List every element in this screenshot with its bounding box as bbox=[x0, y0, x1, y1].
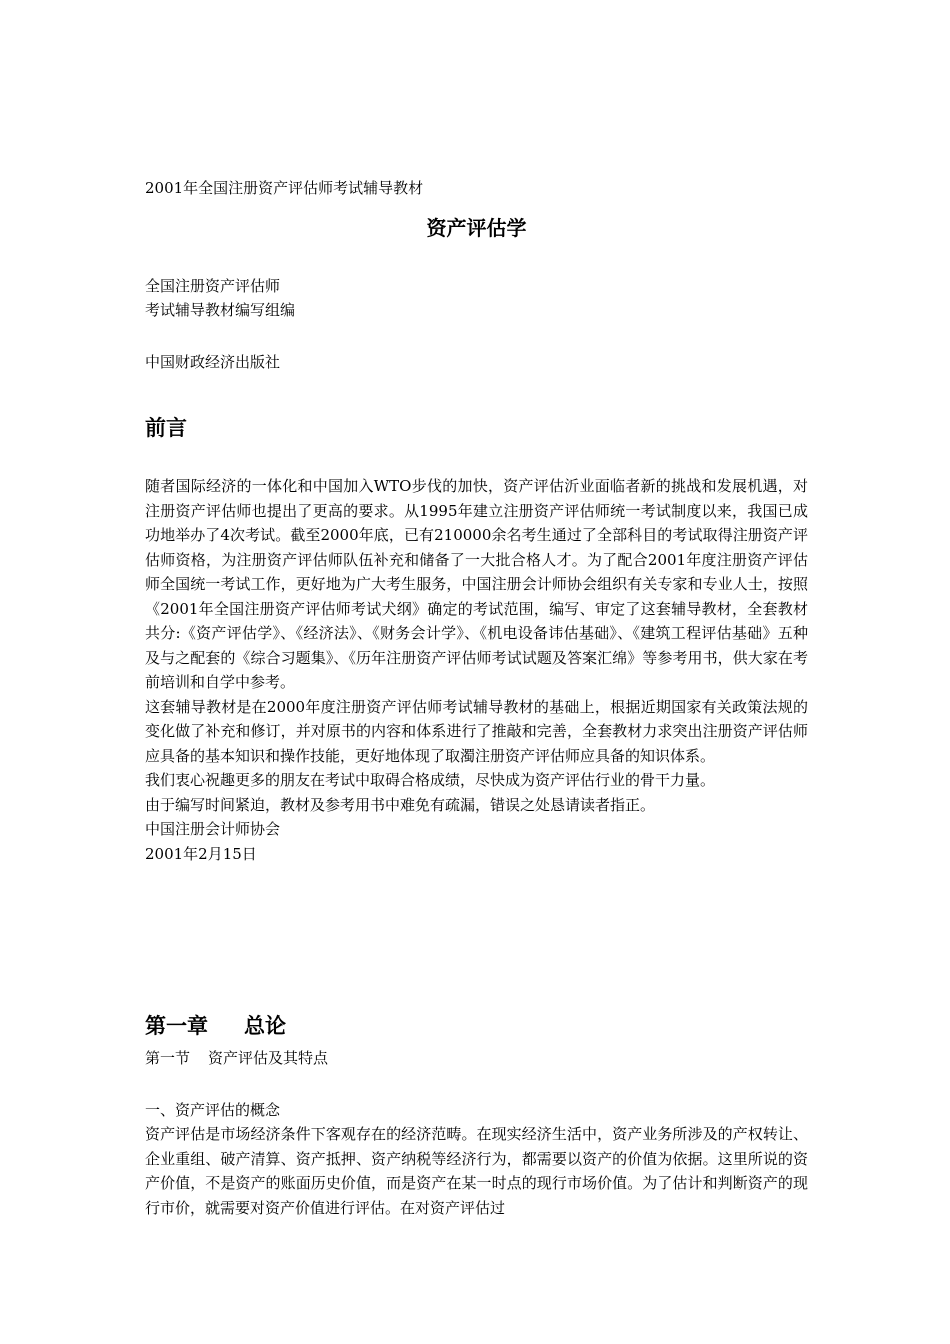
preface-paragraph: 由于编写时间紧迫，教材及参考用书中难免有疏漏，错误之处恳请读者指正。 bbox=[145, 795, 656, 814]
editor-line-1: 全国注册资产评估师 bbox=[145, 277, 281, 295]
chapter-body: 资产评估是市场经济条件下客观存在的经济范畴。在现实经济生活中，资产业务所涉及的产权转让、企业重组、破产清算、资产抵押、资产纳税等经济行为，都需要以资产的价值为依据。这里所说的资产价值，不是资产的账面历史价值，而是资产在某一时点的现行市场价值。为了估计和判断资产的现行市价，就需要对资产价值进行评估。在对资产评估过 bbox=[145, 1125, 808, 1217]
series-line: 2001年全国注册资产评估师考试辅导教材 bbox=[145, 179, 424, 197]
chapter-number: 第一章 bbox=[145, 1014, 208, 1038]
section-name: 资产评估及其特点 bbox=[208, 1049, 329, 1067]
preface-paragraph: 我们衷心祝趣更多的朋友在考试中取碍合格成绩，尽快成为资产评估行业的骨干力量。 bbox=[145, 771, 716, 789]
subsection-heading: 一、资产评估的概念 bbox=[145, 1101, 281, 1119]
preface-signature: 中国注册会计师协会 bbox=[145, 820, 281, 838]
preface-paragraph: 随者国际经济的一体化和中国加入WTO步伐的加快，资产评估沂业面临者新的挑战和发展机遇，对注册资产评估师也提出了更高的要求。从1995年建立注册资产评估师统一考试制度以来，我国已成功地举办了4次考试。截至2000年底，已有210000余名考生通过了全部科目的考试取得注册资产评估师资格，为注册资产评估师队伍补充和储备了一大批合格人才。为了配合2001年度注册资产评估师全国统一考试工作，更好地为广大考生服务，中国注册会计师协会组织有关专家和专业人士，按照《2001年全国注册资产评估师考试犬纲》确定的考试范围，编写、审定了这套辅导教材，全套教材共分:《资产评估学》、《经济法》、《财务会计学》、《机电设备讳估基础》、《建筑工程评估基础》五种及与之配套的《综合习题集》、《历年注册资产评估师考试试题及答案汇绵》等参考用书，供大家在考前培训和自学中参考。 bbox=[145, 477, 808, 691]
preface-date: 2001年2月15日 bbox=[145, 844, 257, 863]
section-heading bbox=[145, 1046, 328, 1071]
book-title: 资产评估学 bbox=[426, 216, 527, 240]
preface-paragraph: 这套辅导教材是在2000年度注册资产评估师考试辅导教材的基础上，根据近期国家有关政策法规的变化做了补充和修订，并对原书的内容和体系进行了推敲和完善，全套教材力求突出注册资产评估师应具备的基本知识和操作技能，更好地体现了取濁注册资产评估师应具备的知识体系。 bbox=[145, 697, 808, 765]
publisher: 中国财政经济出版社 bbox=[145, 353, 281, 371]
section-number: 第一节 bbox=[145, 1049, 191, 1067]
chapter-name: 总论 bbox=[244, 1014, 286, 1038]
editor-line-2: 考试辅导教材编写组编 bbox=[145, 301, 296, 319]
preface-body bbox=[145, 474, 808, 866]
chapter-heading bbox=[145, 1010, 286, 1040]
preface-heading: 前言 bbox=[145, 416, 187, 440]
